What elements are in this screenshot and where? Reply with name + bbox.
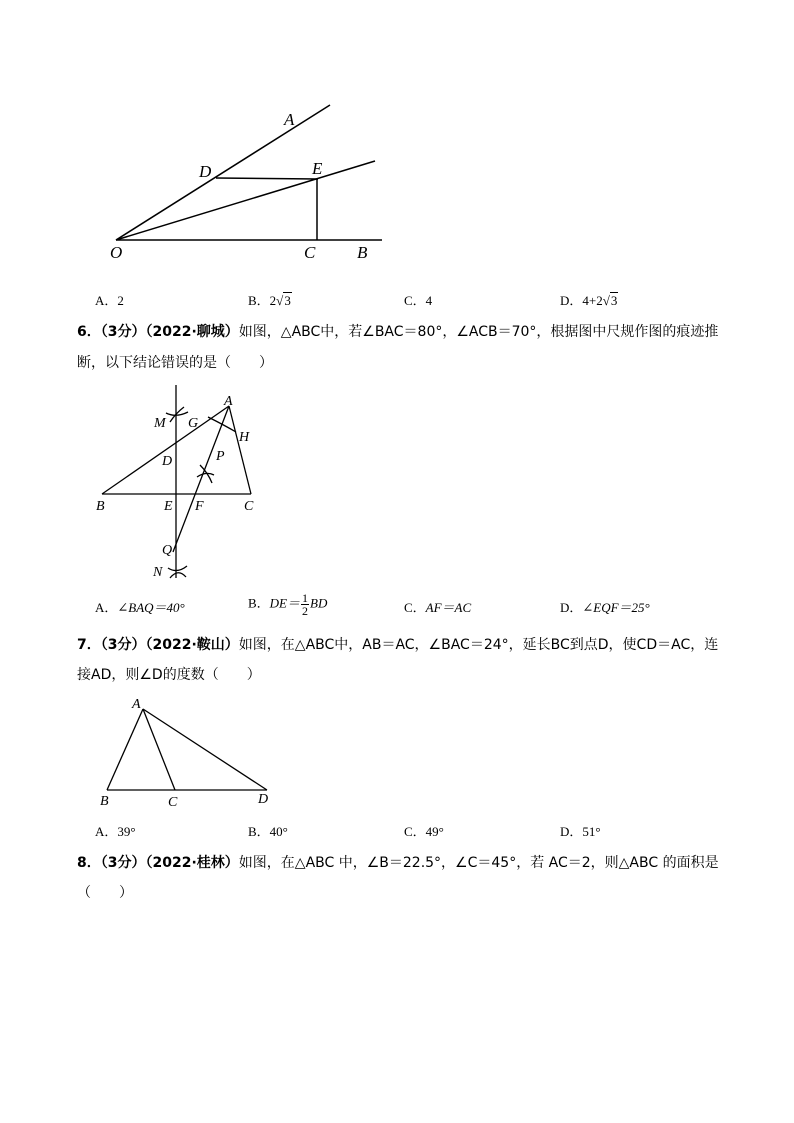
q6-score: （3分） [100,324,146,340]
q7-stem-line1 [77,634,718,654]
segment-de [216,178,318,179]
label-o: O [110,243,123,262]
q6-option-a[interactable]: A．∠BAQ＝40° [95,600,185,615]
label-c: C [244,499,254,514]
label-c: C [168,795,178,810]
q6-option-d[interactable]: D．∠EQF＝25° [560,600,650,615]
q8-number: 8． [77,855,101,871]
q6-figure [90,385,280,585]
q5-option-b[interactable]: B．2√3 [248,293,291,308]
q8-stem-line1 [77,852,719,872]
q7-source: （2022·鞍山） [145,637,239,653]
q6-stem-line2: 断，以下结论错误的是（ ） [77,355,273,371]
q7-number: 7． [77,637,101,653]
sqrt-icon: √ [602,293,610,308]
q7-option-b[interactable]: B．40° [248,824,288,839]
label-d: D [258,792,269,807]
arc-n-2 [170,573,186,578]
label-h: H [239,430,250,445]
q5-figure [100,95,400,270]
label-q: Q [162,543,173,558]
ray-oe [116,161,375,240]
q7-stem-text: 如图，在△ABC中，AB＝AC，∠BAC＝24°，延长BC到点D，使CD＝AC，连 [238,637,719,653]
q6-stem-text: 如图，△ABC中，若∠BAC＝80°，∠ACB＝70°，根据图中尺规作图的痕迹推 [238,324,719,340]
label-b: B [357,243,368,262]
label-c: C [304,243,316,262]
segment-ab [107,709,143,790]
q7-option-d[interactable]: D．51° [560,824,601,839]
label-e: E [164,499,173,514]
label-b: B [96,499,105,514]
q7-figure [95,693,285,813]
label-e: E [312,159,323,178]
label-n: N [153,565,163,580]
label-a: A [284,110,295,129]
q6-stem-line1 [77,321,718,341]
q6-option-c[interactable]: C．AF＝AC [404,600,472,615]
q6-number: 6． [77,324,101,340]
q6-option-b[interactable]: B．DE＝ $\frac{1}{2}$ BD [248,591,328,618]
label-p: P [216,449,225,464]
label-g: G [188,416,199,431]
q5-option-d[interactable]: D．4+2√3 [560,293,618,308]
fraction: $\frac{1}{2}$ [302,591,309,618]
q7-score: （3分） [100,637,146,653]
segment-ac [229,406,251,494]
label-b: B [100,794,109,809]
segment-ac [143,709,175,790]
arc-n-1 [168,566,187,571]
sqrt-icon: √ [276,293,284,308]
segment-ad [143,709,267,790]
q7-stem-line2: 接AD，则∠D的度数（ ） [77,667,261,683]
q7-option-a[interactable]: A．39° [95,824,136,839]
label-d: D [199,162,212,181]
q8-source: （2022·桂林） [145,855,239,871]
q7-option-c[interactable]: C．49° [404,824,444,839]
label-m: M [154,416,166,431]
label-a: A [224,394,233,409]
segment-aq [173,406,229,552]
arc-p-1 [197,473,214,477]
label-a: A [132,697,141,712]
q6-source: （2022·聊城） [145,324,239,340]
q8-stem-text: 如图，在△ABC 中，∠B＝22.5°，∠C＝45°，若 AC＝2，则△ABC 的面积是 [238,855,719,871]
label-d: D [162,454,173,469]
q8-stem-line2: （ ） [77,885,133,901]
q5-option-c[interactable]: C．4 [404,293,433,308]
q5-option-a[interactable]: A．2 [95,293,124,308]
label-f: F [195,499,204,514]
ray-oa [116,105,330,240]
q8-score: （3分） [100,855,146,871]
